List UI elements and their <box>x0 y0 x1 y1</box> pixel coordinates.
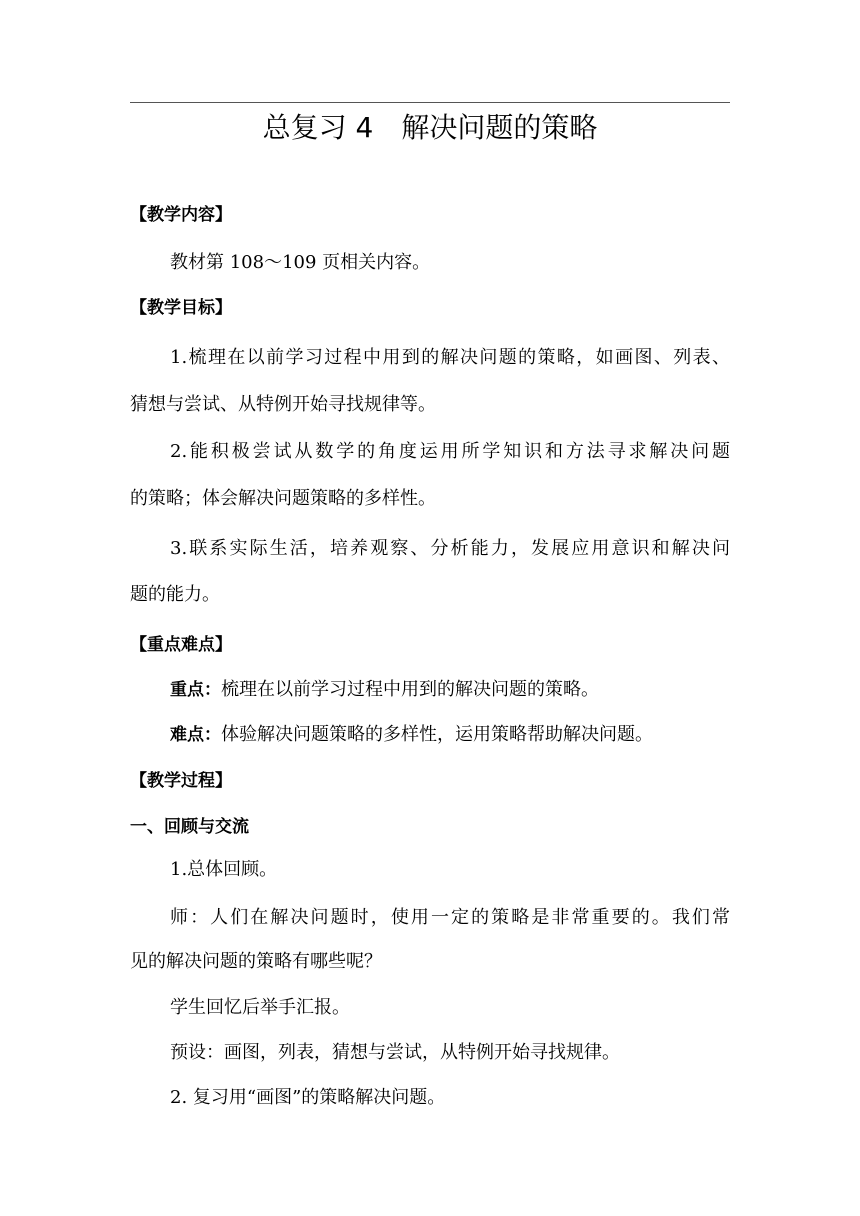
key-point <box>170 677 730 703</box>
heading-teaching-goals: 【教学目标】 <box>130 298 232 318</box>
goal-2-line-1: 2.能积极尝试从数学的角度运用所学知识和方法寻求解决问题 <box>170 441 730 462</box>
goal-1-line-2: 猜想与尝试、从特例开始寻找规律等。 <box>130 394 436 415</box>
goal-3-line-2: 题的能力。 <box>130 584 220 605</box>
content-text: 教材第 108～109 页相关内容。 <box>170 252 431 273</box>
students-response: 学生回忆后举手汇报。 <box>170 997 350 1018</box>
difficulty-label: 难点： <box>170 725 221 745</box>
goal-2-line-2: 的策略；体会解决问题策略的多样性。 <box>130 488 436 509</box>
difficulty-text: 体验解决问题策略的多样性，运用策略帮助解决问题。 <box>221 724 653 745</box>
header-rule <box>130 102 730 103</box>
part-1-heading: 一、回顾与交流 <box>130 817 249 837</box>
page-title: 总复习 4 解决问题的策略 <box>262 111 598 144</box>
heading-teaching-process: 【教学过程】 <box>130 771 232 791</box>
key-point-label: 重点： <box>170 680 221 700</box>
heading-teaching-content: 【教学内容】 <box>130 205 232 225</box>
heading-key-points: 【重点难点】 <box>130 635 232 655</box>
goal-1-line-1: 1.梳理在以前学习过程中用到的解决问题的策略，如画图、列表、 <box>170 347 730 368</box>
preset-answer: 预设：画图，列表，猜想与尝试，从特例开始寻找规律。 <box>170 1042 620 1063</box>
step-1: 1.总体回顾。 <box>170 859 278 880</box>
goal-3-line-1: 3.联系实际生活，培养观察、分析能力，发展应用意识和解决问 <box>170 538 730 559</box>
key-point-text: 梳理在以前学习过程中用到的解决问题的策略。 <box>221 679 599 700</box>
teacher-line-2: 见的解决问题的策略有哪些呢？ <box>130 951 382 972</box>
teacher-line-1: 师：人们在解决问题时，使用一定的策略是非常重要的。我们常 <box>170 907 730 928</box>
difficulty-point <box>170 722 730 748</box>
step-2: 2. 复习用“画图”的策略解决问题。 <box>170 1087 446 1108</box>
